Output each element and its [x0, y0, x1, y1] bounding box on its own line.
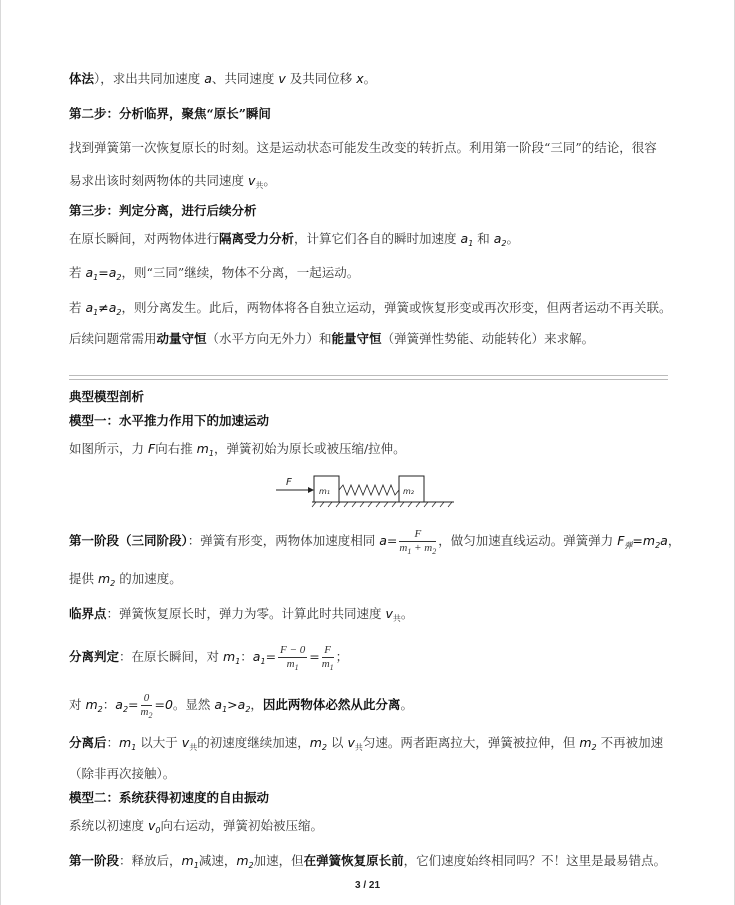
text: ， [250, 697, 263, 712]
separation-line1: 分离判定：在原长瞬间，对 $m_1$：$a_1=$ $\frac{F - 0}{m_1}$ = $\frac{F}{m_1}$ ； [69, 644, 349, 672]
block-m2-label: m₂ [403, 487, 414, 496]
text: 后续问题常需用 [69, 331, 157, 346]
text: 减速， [198, 853, 237, 868]
var-m2: $m_2$ [309, 735, 327, 752]
text: 、共同速度 [211, 71, 279, 86]
step3-line3 [69, 299, 672, 317]
force-label: F [286, 477, 292, 488]
fraction-F-over-m1m2: $\frac{F}{m_1 + m_2}$ [399, 528, 437, 556]
var-x: x [356, 71, 364, 86]
fraction-0-over-m2: $\frac{0}{m_2}$ [140, 692, 153, 720]
text: ），求出共同加速度 [94, 71, 205, 86]
text: 的加速度。 [115, 571, 182, 586]
step2-line2 [69, 172, 276, 190]
spring-block-figure [272, 472, 462, 508]
text: 的初速度继续加速， [197, 735, 310, 750]
var-a: a [379, 533, 387, 548]
var-m1: $m_1$ [196, 441, 214, 458]
text: 和 [477, 231, 494, 246]
text: 以 [326, 735, 348, 750]
text: 向右推 [155, 441, 197, 456]
text: ：在原长瞬间，对 [119, 649, 223, 664]
text: 对 [69, 697, 86, 712]
text: （水平方向无外力）和 [206, 331, 332, 346]
text: 以大于 [140, 735, 182, 750]
text: ：释放后， [119, 853, 182, 868]
fraction-F-minus-0: $\frac{F - 0}{m_1}$ [280, 644, 306, 672]
var-a2: $a_2$ [115, 697, 129, 714]
var-m1: $m_1$ [181, 853, 199, 870]
text: 系统以初速度 [69, 818, 148, 833]
text: 加速，但 [253, 853, 304, 868]
text: 。显然 [172, 697, 215, 712]
model2-phase1-line [69, 852, 666, 870]
page-number: 3 / 21 [354, 880, 381, 891]
phase1-line: 第一阶段（三同阶段）：弹簧有形变，两物体加速度相同 a= $\frac{F}{m_1 + m_2}$ ，做匀加速直线运动。弹簧弹力 $F_弹=m_2a$， [69, 528, 681, 556]
var-a2: $a_2$ [493, 231, 507, 248]
var-m1: $m_1$ [119, 735, 137, 752]
step3-heading: 第三步：判定分离，进行后续分析 [69, 203, 257, 218]
text: 及共同位移 [285, 71, 357, 86]
step3-line1: 在原长瞬间，对两物体进行隔离受力分析，计算它们各自的瞬时加速度 $a_1$ 和 $a_2$。 [69, 231, 520, 248]
bold-text: 体法 [69, 71, 95, 86]
bold-text: 能量守恒 [331, 331, 382, 346]
bold-text: 第一阶段（三同阶段） [69, 533, 188, 548]
step3-line4 [69, 330, 594, 348]
bold-text: 因此两物体必然从此分离 [262, 697, 401, 712]
var-m2: $m_2$ [579, 735, 597, 752]
step2-line1: 找到弹簧第一次恢复原长的时刻。这是运动状态可能发生改变的转折点。利用第一阶段“三同”的结论，很容 [69, 140, 657, 155]
text: ，弹簧初始为原长或被压缩/拉伸。 [213, 441, 406, 456]
ground-hatching [312, 502, 452, 507]
neq-a1-a2: $a_1\ne a_2$ [85, 300, 122, 317]
text: （弹簧弹性势能、动能转化）来求解。 [381, 331, 595, 346]
spring [339, 485, 399, 495]
ineq-a1-gt-a2: $a_1>a_2$ [214, 697, 251, 714]
model2-heading: 模型二：系统获得初速度的自由振动 [69, 790, 270, 805]
phase1-line2 [69, 570, 182, 588]
var-v0: $v_0$ [147, 818, 161, 835]
var-a1: $a_1$ [252, 649, 266, 666]
bold-text: 第一阶段 [69, 853, 120, 868]
section-title: 典型模型剖析 [69, 389, 145, 404]
var-F: F [147, 441, 156, 456]
var-v: v [181, 735, 190, 750]
text: 匀速。两者距离拉大，弹簧被拉伸，但 [362, 735, 580, 750]
section-divider [69, 375, 668, 380]
bold-text: 动量守恒 [156, 331, 207, 346]
text: ，计算它们各自的瞬时加速度 [294, 231, 461, 246]
bold-text: 分离后 [69, 735, 107, 750]
separation-line2: 对 $m_2$：$a_2=$ $\frac{0}{m_2}$ =0。显然 $a_1>a_2$，因此两物体必然从此分离。 [69, 692, 413, 720]
var-v: v [247, 173, 256, 188]
text: ，做匀加速直线运动。弹簧弹力 [438, 533, 618, 548]
critical-point-line: 临界点：弹簧恢复原长时，弹力为零。计算此时共同速度 $v_共$。 [69, 606, 414, 623]
model1-intro [69, 440, 406, 458]
bold-text: 在弹簧恢复原长前 [303, 853, 404, 868]
text: 不再被加速 [596, 735, 664, 750]
model2-intro [69, 817, 323, 835]
model1-heading: 模型一：水平推力作用下的加速运动 [69, 413, 270, 428]
fraction-F-over-m1: $\frac{F}{m_1}$ [321, 644, 334, 672]
arrow-head [308, 487, 314, 493]
step3-line2 [69, 264, 359, 282]
text: 。 [400, 606, 414, 621]
after-separation-line2: （除非再次接触）。 [69, 766, 176, 781]
text: 在原长瞬间，对两物体进行 [69, 231, 220, 246]
text: 。 [363, 71, 377, 86]
spring-force-eq: $F_弹=m_2a$ [617, 533, 668, 550]
var-m2: $m_2$ [85, 697, 103, 714]
page-edge-left [0, 0, 1, 905]
text: ，则“三同”继续，物体不分离，一起运动。 [121, 265, 360, 280]
var-a1: $a_1$ [460, 231, 474, 248]
after-separation-line: 分离后：$m_1$ 以大于 $v_共$的初速度继续加速，$m_2$ 以 $v_共$匀速。两者距离拉大，弹簧被拉伸，但 $m_2$ 不再被加速 [69, 735, 664, 752]
text: 提供 [69, 571, 98, 586]
subscript: 共 [255, 181, 264, 190]
zero: 0 [164, 697, 173, 712]
text: ，它们速度始终相同吗？不！这里是最易错点。 [403, 853, 667, 868]
text: 易求出该时刻两物体的共同速度 [69, 173, 248, 188]
var-v: v [278, 71, 286, 86]
step2-heading: 第二步：分析临界，聚焦“原长”瞬间 [69, 106, 271, 121]
var-v: v [385, 606, 393, 621]
eq-a1-a2: $a_1=a_2$ [85, 265, 122, 282]
text: 向右运动，弹簧初始被压缩。 [160, 818, 323, 833]
text: 若 [69, 300, 86, 315]
text: 如图所示，力 [69, 441, 148, 456]
text: 。 [263, 173, 276, 188]
var-m2: $m_2$ [236, 853, 254, 870]
var-m1: $m_1$ [223, 649, 241, 666]
bold-text: 分离判定 [69, 649, 120, 664]
bold-text: 临界点 [69, 606, 107, 621]
var-a: a [204, 71, 212, 86]
var-m2: $m_2$ [97, 571, 116, 588]
var-v: v [347, 735, 355, 750]
text: 若 [69, 265, 86, 280]
paragraph-continuation [69, 70, 376, 88]
bold-text: 隔离受力分析 [219, 231, 295, 246]
text: ：弹簧有形变，两物体加速度相同 [187, 533, 380, 548]
block-m1-label: m₁ [319, 487, 330, 496]
text: ，则分离发生。此后，两物体将各自独立运动，弹簧或恢复形变或再次形变，但两者运动不再关联。 [121, 300, 672, 315]
text: ：弹簧恢复原长时，弹力为零。计算此时共同速度 [106, 606, 386, 621]
